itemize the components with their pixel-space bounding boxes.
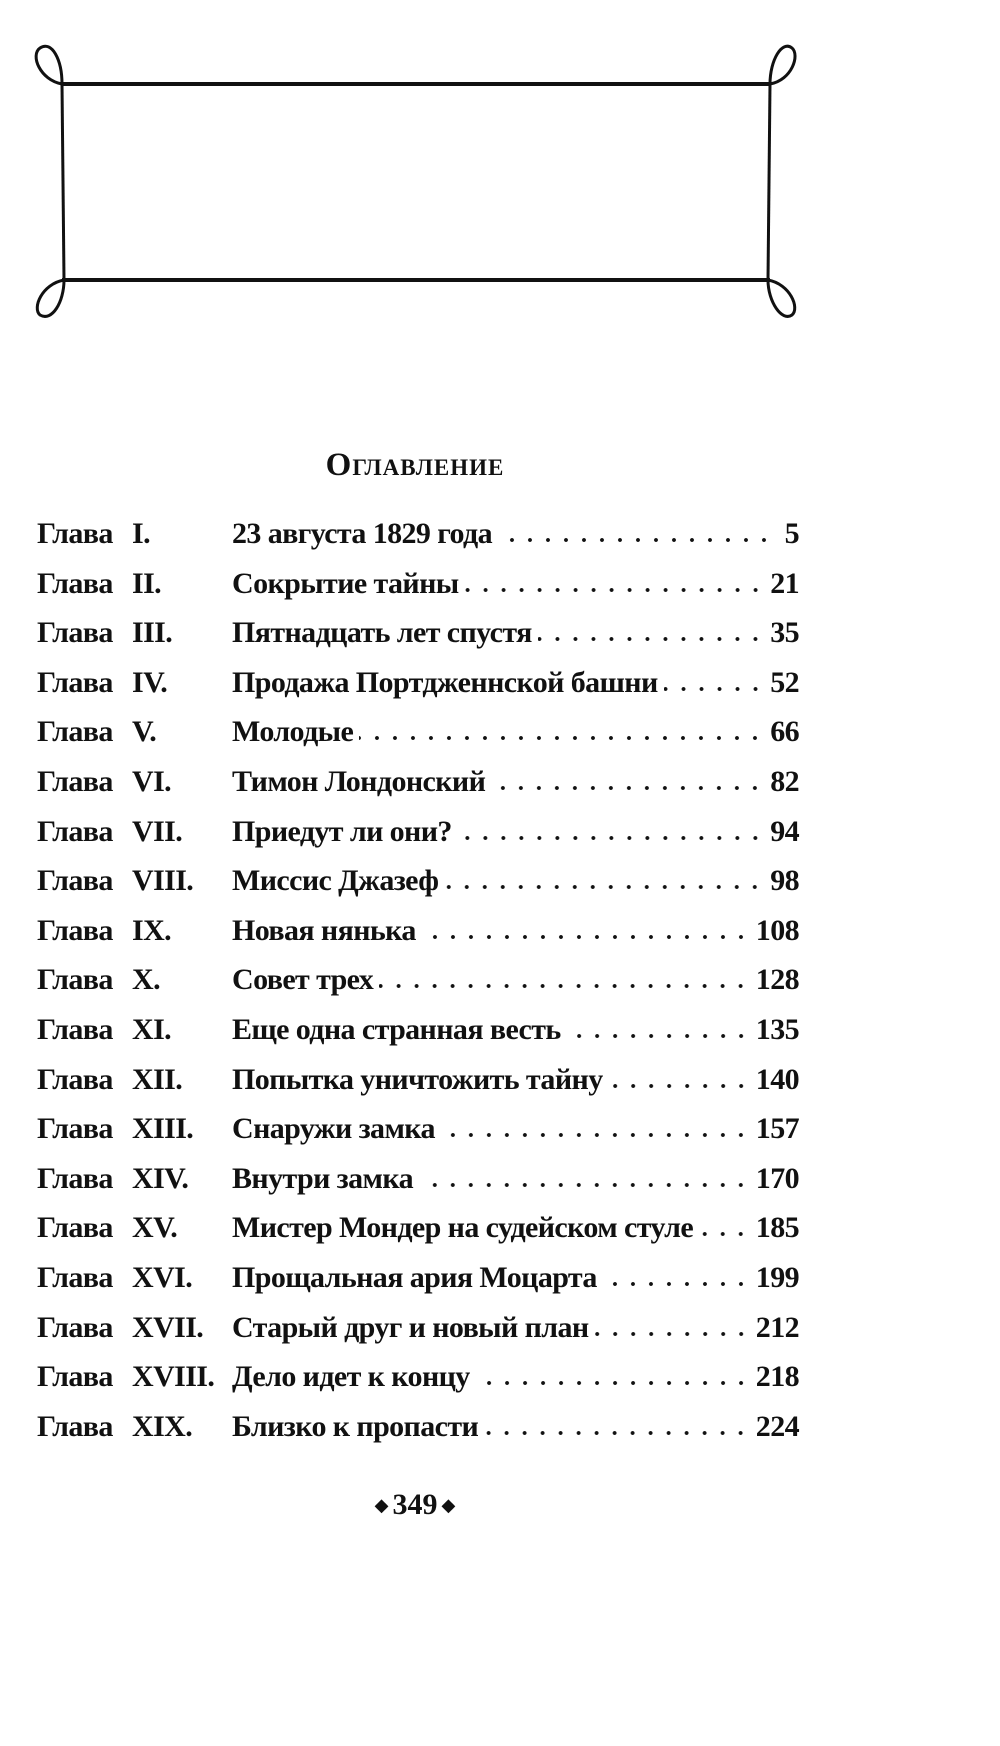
chapter-label: Глава [37, 913, 113, 947]
chapter-title: Старый друг и новый план [232, 1310, 589, 1344]
dot-leader [458, 835, 764, 841]
chapter-title: Приедут ли они? [232, 814, 452, 848]
chapter-page: 108 [755, 913, 799, 947]
dot-leader [422, 934, 750, 940]
chapter-page: 199 [755, 1260, 799, 1294]
chapter-page: 224 [755, 1409, 799, 1443]
page-number-text: 349 [392, 1488, 438, 1521]
chapter-number: XVI. [132, 1260, 193, 1294]
chapter-page: 135 [755, 1012, 799, 1046]
toc-entry [37, 1063, 799, 1113]
chapter-title: Прощальная ария Моцарта [232, 1260, 597, 1294]
toc-entry [37, 517, 799, 567]
toc-entry [37, 616, 799, 666]
dot-leader [603, 1281, 750, 1287]
chapter-number: XV. [132, 1211, 178, 1245]
toc-entry [37, 963, 799, 1013]
dot-leader [609, 1083, 750, 1089]
chapter-title: Продажа Портдженнской башни [232, 665, 658, 699]
chapter-title: Миссис Джазеф [232, 864, 439, 898]
chapter-number: VII. [132, 814, 183, 848]
toc-entry [37, 1360, 799, 1410]
chapter-label: Глава [37, 1112, 113, 1146]
chapter-label: Глава [37, 616, 113, 650]
chapter-title: Близко к пропасти [232, 1409, 479, 1443]
chapter-label: Глава [37, 1310, 113, 1344]
chapter-label: Глава [37, 1409, 113, 1443]
dot-leader [476, 1380, 750, 1386]
chapter-title: Тимон Лондонский [232, 764, 486, 798]
chapter-page: 170 [755, 1161, 799, 1195]
chapter-page: 185 [755, 1211, 799, 1245]
toc-entry [37, 864, 799, 914]
toc-entry [37, 1013, 799, 1063]
dot-leader [419, 1182, 750, 1188]
dot-leader [491, 785, 764, 791]
chapter-number: VI. [132, 764, 172, 798]
dot-leader [664, 686, 765, 692]
chapter-title: Совет трех [232, 963, 374, 997]
toc-entry [37, 1410, 799, 1460]
dot-leader [441, 1132, 750, 1138]
chapter-label: Глава [37, 665, 113, 699]
toc-entry [37, 567, 799, 617]
page-number [0, 1488, 830, 1522]
chapter-page: 218 [755, 1360, 799, 1394]
chapter-label: Глава [37, 1012, 113, 1046]
toc-entry [37, 1311, 799, 1361]
chapter-title: Дело идет к концу [232, 1360, 470, 1394]
toc-entry [37, 1162, 799, 1212]
chapter-number: XI. [132, 1012, 172, 1046]
chapter-number: VIII. [132, 864, 194, 898]
chapter-title: Мистер Мондер на судейском стуле [232, 1211, 694, 1245]
chapter-label: Глава [37, 1161, 113, 1195]
chapter-page: 66 [770, 715, 799, 749]
toc-entry [37, 715, 799, 765]
toc-entry [37, 1112, 799, 1162]
chapter-number: IV. [132, 665, 168, 699]
chapter-number: X. [132, 963, 160, 997]
chapter-number: XII. [132, 1062, 183, 1096]
dot-leader [465, 587, 765, 593]
chapter-label: Глава [37, 814, 113, 848]
chapter-number: XIX. [132, 1409, 193, 1443]
chapter-label: Глава [37, 566, 113, 600]
dot-leader [379, 983, 750, 989]
chapter-number: I. [132, 517, 150, 550]
chapter-number: XVII. [132, 1310, 204, 1344]
dot-leader [359, 735, 764, 741]
chapter-page: 140 [755, 1062, 799, 1096]
chapter-number: II. [132, 566, 162, 600]
dot-leader [595, 1331, 750, 1337]
chapter-title: Сокрытие тайны [232, 566, 459, 600]
chapter-title: Молодые [232, 715, 354, 749]
diamond-ornament-icon: ◆ [441, 1495, 456, 1515]
chapter-title: Еще одна странная весть [232, 1012, 561, 1046]
chapter-title: Снаружи замка [232, 1112, 435, 1146]
chapter-label: Глава [37, 1360, 113, 1394]
table-of-contents [37, 517, 799, 1459]
chapter-page: 5 [784, 517, 799, 550]
chapter-page: 94 [770, 814, 799, 848]
chapter-label: Глава [37, 963, 113, 997]
chapter-number: XVIII. [132, 1360, 215, 1394]
toc-heading: Оглавление [325, 447, 505, 483]
toc-entry [37, 914, 799, 964]
chapter-number: IX. [132, 913, 172, 947]
chapter-title: Новая нянька [232, 913, 416, 947]
decorative-frame [0, 0, 1000, 360]
dot-leader [699, 1231, 750, 1237]
toc-entry [37, 666, 799, 716]
chapter-page: 157 [755, 1112, 799, 1146]
chapter-title: Попытка уничтожить тайну [232, 1062, 603, 1096]
chapter-number: V. [132, 715, 157, 749]
chapter-label: Глава [37, 864, 113, 898]
chapter-number: XIII. [132, 1112, 194, 1146]
chapter-page: 82 [770, 764, 799, 798]
chapter-title: Внутри замка [232, 1161, 413, 1195]
chapter-title: 23 августа 1829 года [232, 517, 493, 550]
chapter-label: Глава [37, 1211, 113, 1245]
chapter-number: XIV. [132, 1161, 189, 1195]
chapter-page: 98 [770, 864, 799, 898]
diamond-ornament-icon: ◆ [374, 1495, 389, 1515]
chapter-number: III. [132, 616, 173, 650]
chapter-page: 35 [770, 616, 799, 650]
chapter-label: Глава [37, 715, 113, 749]
chapter-label: Глава [37, 517, 113, 550]
chapter-label: Глава [37, 764, 113, 798]
chapter-label: Глава [37, 1260, 113, 1294]
dot-leader [498, 537, 773, 543]
toc-entry [37, 815, 799, 865]
dot-leader [538, 636, 764, 642]
dot-leader [444, 884, 764, 890]
chapter-page: 52 [770, 665, 799, 699]
dot-leader [484, 1430, 750, 1436]
toc-entry [37, 1211, 799, 1261]
chapter-page: 128 [755, 963, 799, 997]
chapter-title: Пятнадцать лет спустя [232, 616, 532, 650]
toc-entry [37, 1261, 799, 1311]
chapter-page: 212 [755, 1310, 799, 1344]
chapter-page: 21 [770, 566, 799, 600]
dot-leader [567, 1033, 750, 1039]
chapter-label: Глава [37, 1062, 113, 1096]
toc-entry [37, 765, 799, 815]
